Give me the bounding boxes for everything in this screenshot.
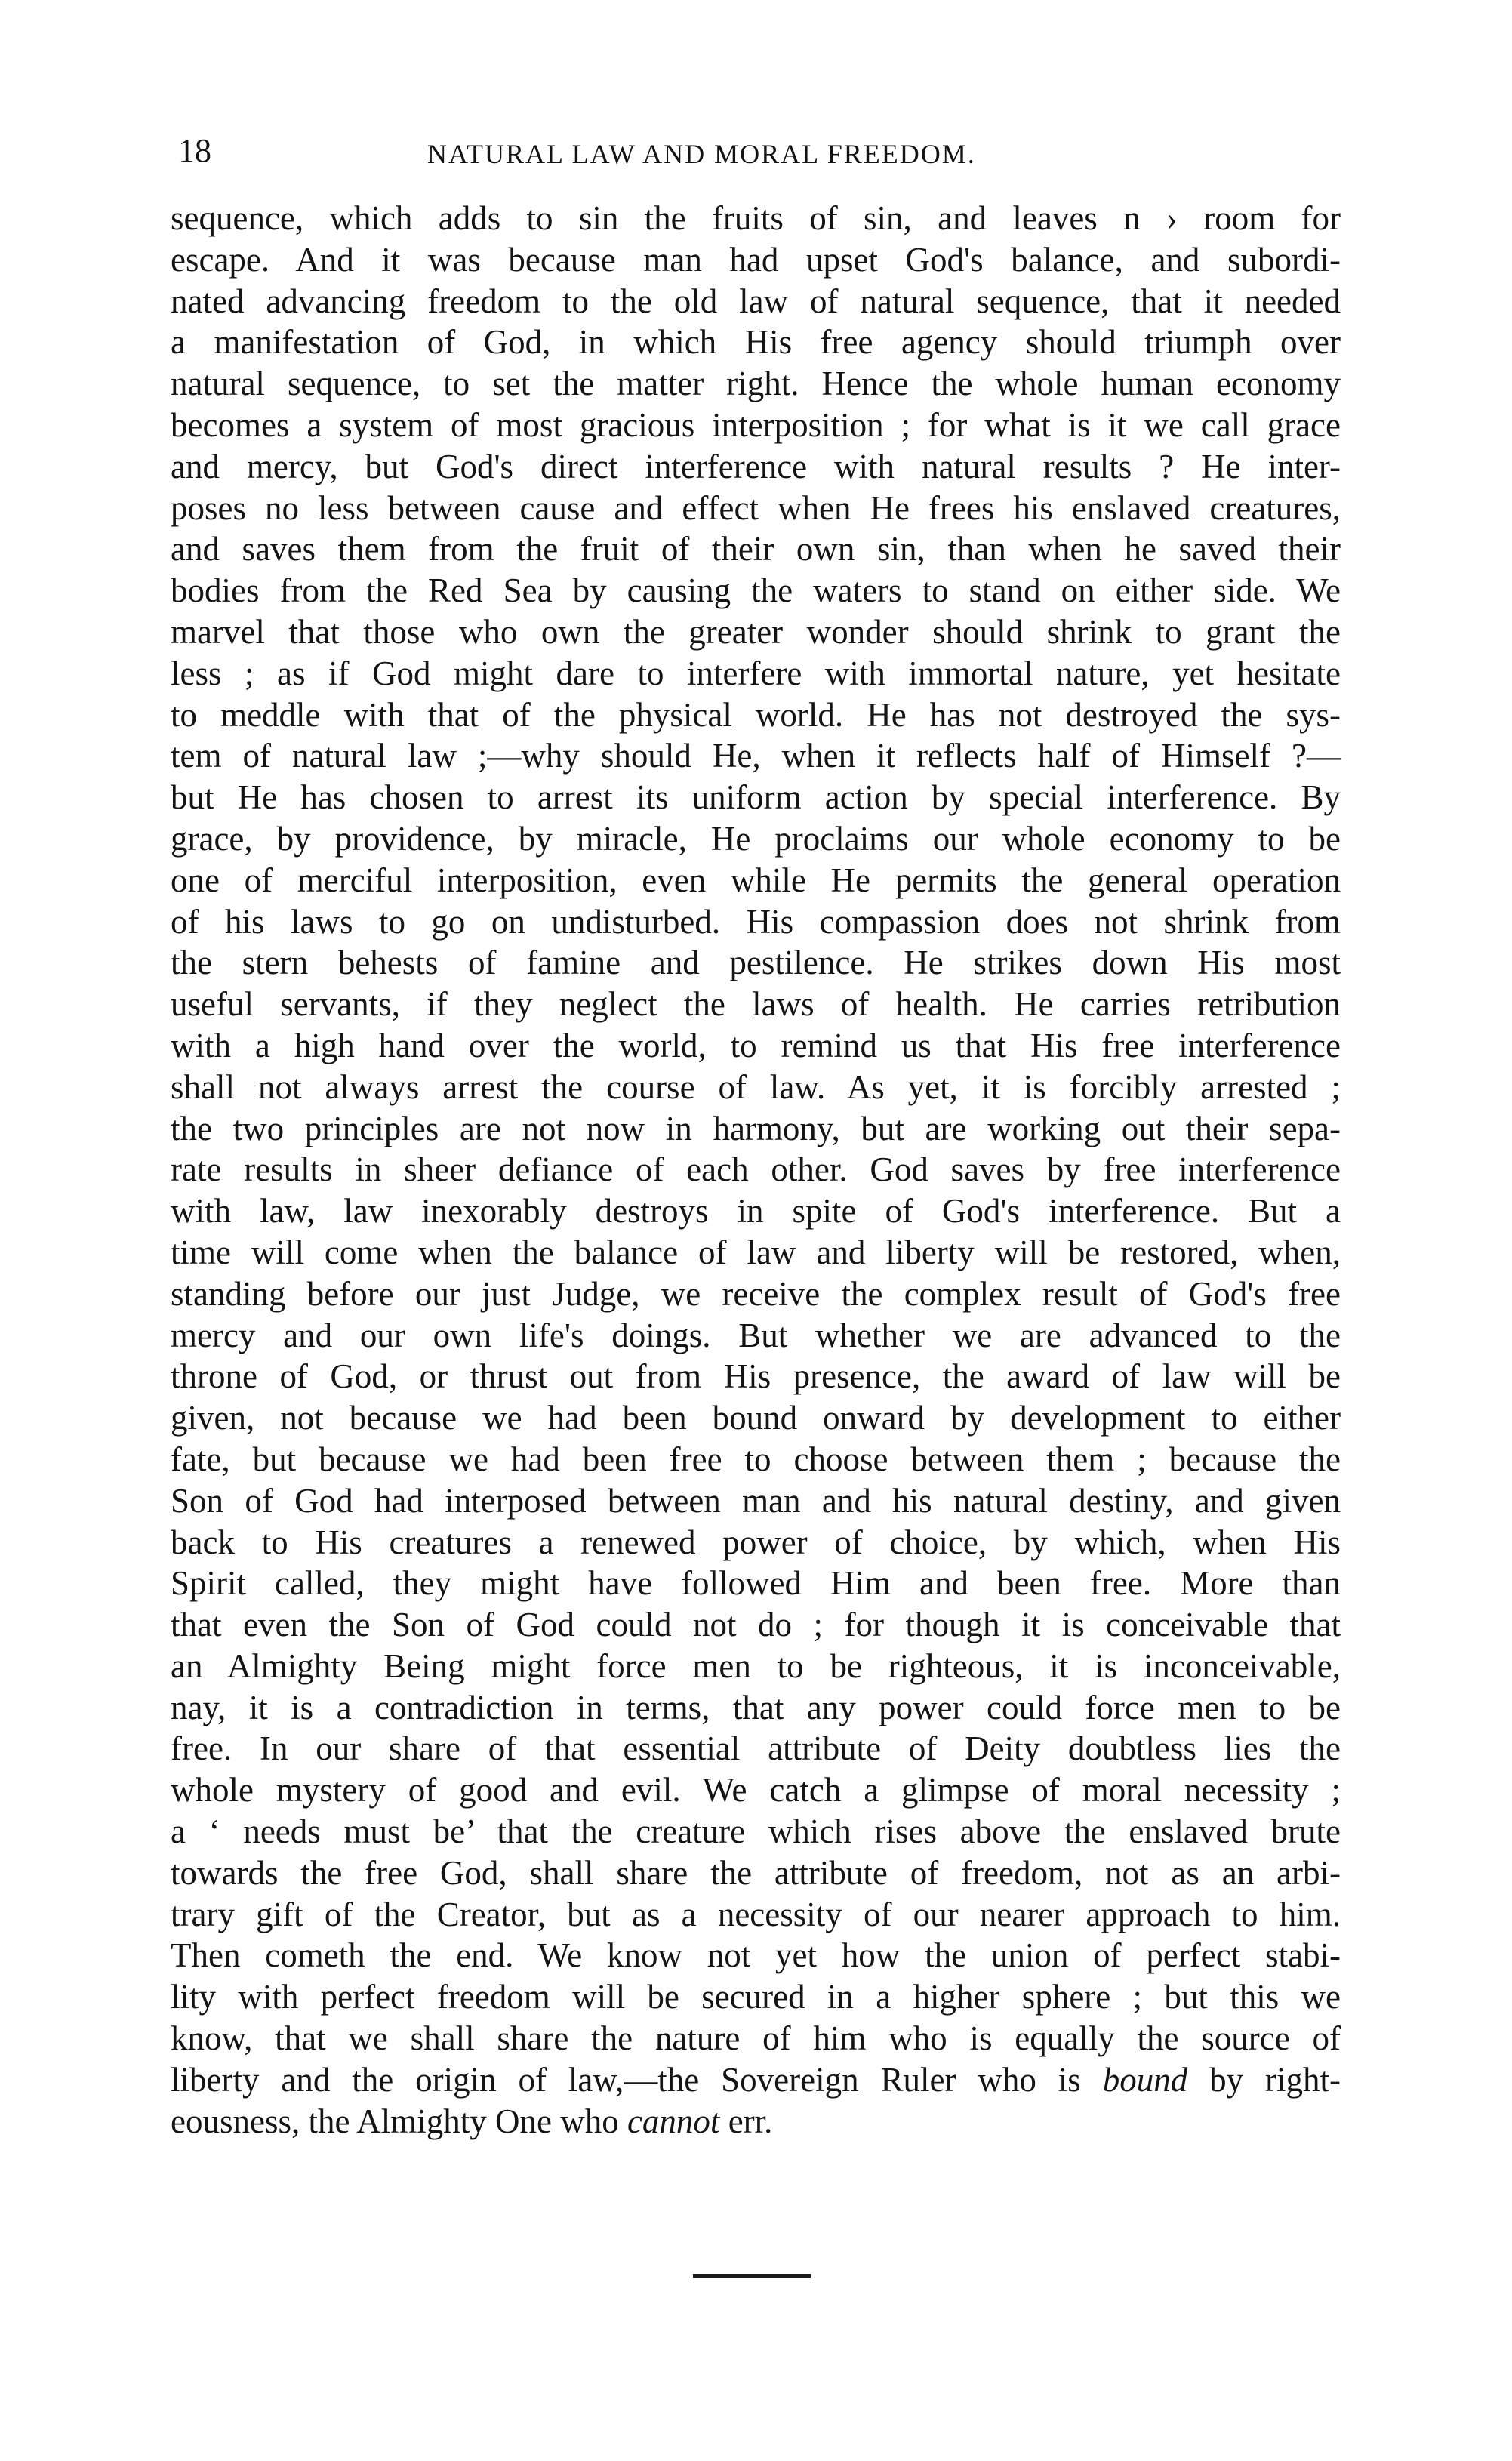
- text-line: to meddle with that of the physical world. He has not destroyed the sys-: [171, 695, 1341, 734]
- text-line: grace, by providence, by miracle, He proclaims our whole economy to be: [171, 819, 1341, 858]
- text-line: fate, but because we had been free to choose between them ; because the: [171, 1440, 1341, 1478]
- text-line: poses no less between cause and effect when He frees his enslaved creatures,: [171, 488, 1341, 527]
- text-line: liberty and the origin of law,—the Sovereign Ruler who is bound by right-: [171, 2060, 1341, 2099]
- text-line: but He has chosen to arrest its uniform action by special interference. By: [171, 778, 1341, 817]
- text-line: free. In our share of that essential attribute of Deity doubtless lies the: [171, 1729, 1341, 1768]
- text-line: nated advancing freedom to the old law of natural sequence, that it needed: [171, 282, 1341, 320]
- text-line-final: eousness, the Almighty One who cannot err.: [171, 2102, 773, 2140]
- text-line: natural sequence, to set the matter right. Hence the whole human economy: [171, 365, 1341, 403]
- running-head: [178, 128, 1310, 174]
- text-line: a ‘ needs must be’ that the creature which rises above the enslaved brute: [171, 1813, 1341, 1851]
- text-line: less ; as if God might dare to interfere with immortal nature, yet hesitate: [171, 654, 1341, 692]
- text-line: the stern behests of famine and pestilence. He strikes down His most: [171, 944, 1341, 982]
- text-line: mercy and our own life's doings. But whether we are advanced to the: [171, 1316, 1341, 1354]
- text-line: Son of God had interposed between man and his natural destiny, and given: [171, 1481, 1341, 1520]
- italic-word: bound: [1102, 2060, 1188, 2099]
- text-line: back to His creatures a renewed power of choice, by which, when His: [171, 1523, 1341, 1561]
- text-line: with law, law inexorably destroys in spite of God's interference. But a: [171, 1192, 1341, 1230]
- text-line: an Almighty Being might force men to be righteous, it is inconceivable,: [171, 1646, 1341, 1685]
- page-number: 18: [178, 132, 211, 169]
- text-line: trary gift of the Creator, but as a necessity of our nearer approach to him.: [171, 1895, 1341, 1933]
- text-line: of his laws to go on undisturbed. His compassion does not shrink from: [171, 902, 1341, 941]
- text-line: becomes a system of most gracious interposition ; for what is it we call grace: [171, 405, 1341, 444]
- text-line: nay, it is a contradiction in terms, that any power could force men to be: [171, 1688, 1341, 1726]
- text-line: standing before our just Judge, we receive the complex result of God's free: [171, 1274, 1341, 1313]
- running-title: NATURAL LAW AND MORAL FREEDOM.: [427, 139, 976, 169]
- text-line: that even the Son of God could not do ; for though it is conceivable that: [171, 1606, 1341, 1644]
- text-line: sequence, which adds to sin the fruits of sin, and leaves n › room for: [171, 199, 1341, 237]
- text-line: tem of natural law ;—why should He, when it reflects half of Himself ?—: [171, 737, 1341, 775]
- text-line: given, not because we had been bound onward by development to either: [171, 1399, 1341, 1437]
- text-line: bodies from the Red Sea by causing the waters to stand on either side. We: [171, 571, 1341, 610]
- text-line: towards the free God, shall share the attribute of freedom, not as an arbi-: [171, 1853, 1341, 1892]
- text-line: one of merciful interposition, even while He permits the general operation: [171, 861, 1341, 899]
- text-line: know, that we shall share the nature of him who is equally the source of: [171, 2019, 1341, 2058]
- text-line: shall not always arrest the course of law. As yet, it is forcibly arrested ;: [171, 1067, 1341, 1106]
- text-line: a manifestation of God, in which His free agency should triumph over: [171, 323, 1341, 362]
- text-line: Then cometh the end. We know not yet how the union of perfect stabi-: [171, 1936, 1341, 1975]
- text-line: with a high hand over the world, to remind us that His free interference: [171, 1026, 1341, 1064]
- text-line: marvel that those who own the greater wonder should shrink to grant the: [171, 612, 1341, 651]
- text-line: time will come when the balance of law and liberty will be restored, when,: [171, 1233, 1341, 1271]
- text-line: useful servants, if they neglect the laws of health. He carries retribution: [171, 985, 1341, 1024]
- text-line: lity with perfect freedom will be secured in a higher sphere ; but this we: [171, 1978, 1341, 2016]
- text-line: and mercy, but God's direct interference with natural results ? He inter-: [171, 447, 1341, 485]
- text-line: Spirit called, they might have followed Him and been free. More than: [171, 1564, 1341, 1603]
- text-line: whole mystery of good and evil. We catch a glimpse of moral necessity ;: [171, 1771, 1341, 1810]
- text-line: and saves them from the fruit of their own sin, than when he saved their: [171, 530, 1341, 568]
- text-line: rate results in sheer defiance of each other. God saves by free interference: [171, 1150, 1341, 1189]
- end-rule: [693, 2274, 811, 2278]
- italic-word: cannot: [627, 2102, 720, 2140]
- text-line: throne of God, or thrust out from His presence, the award of law will be: [171, 1357, 1341, 1396]
- text-line: escape. And it was because man had upset God's balance, and subordi-: [171, 240, 1341, 279]
- body-paragraph: [171, 198, 1341, 2142]
- text-line: the two principles are not now in harmony, but are working out their sepa-: [171, 1109, 1341, 1147]
